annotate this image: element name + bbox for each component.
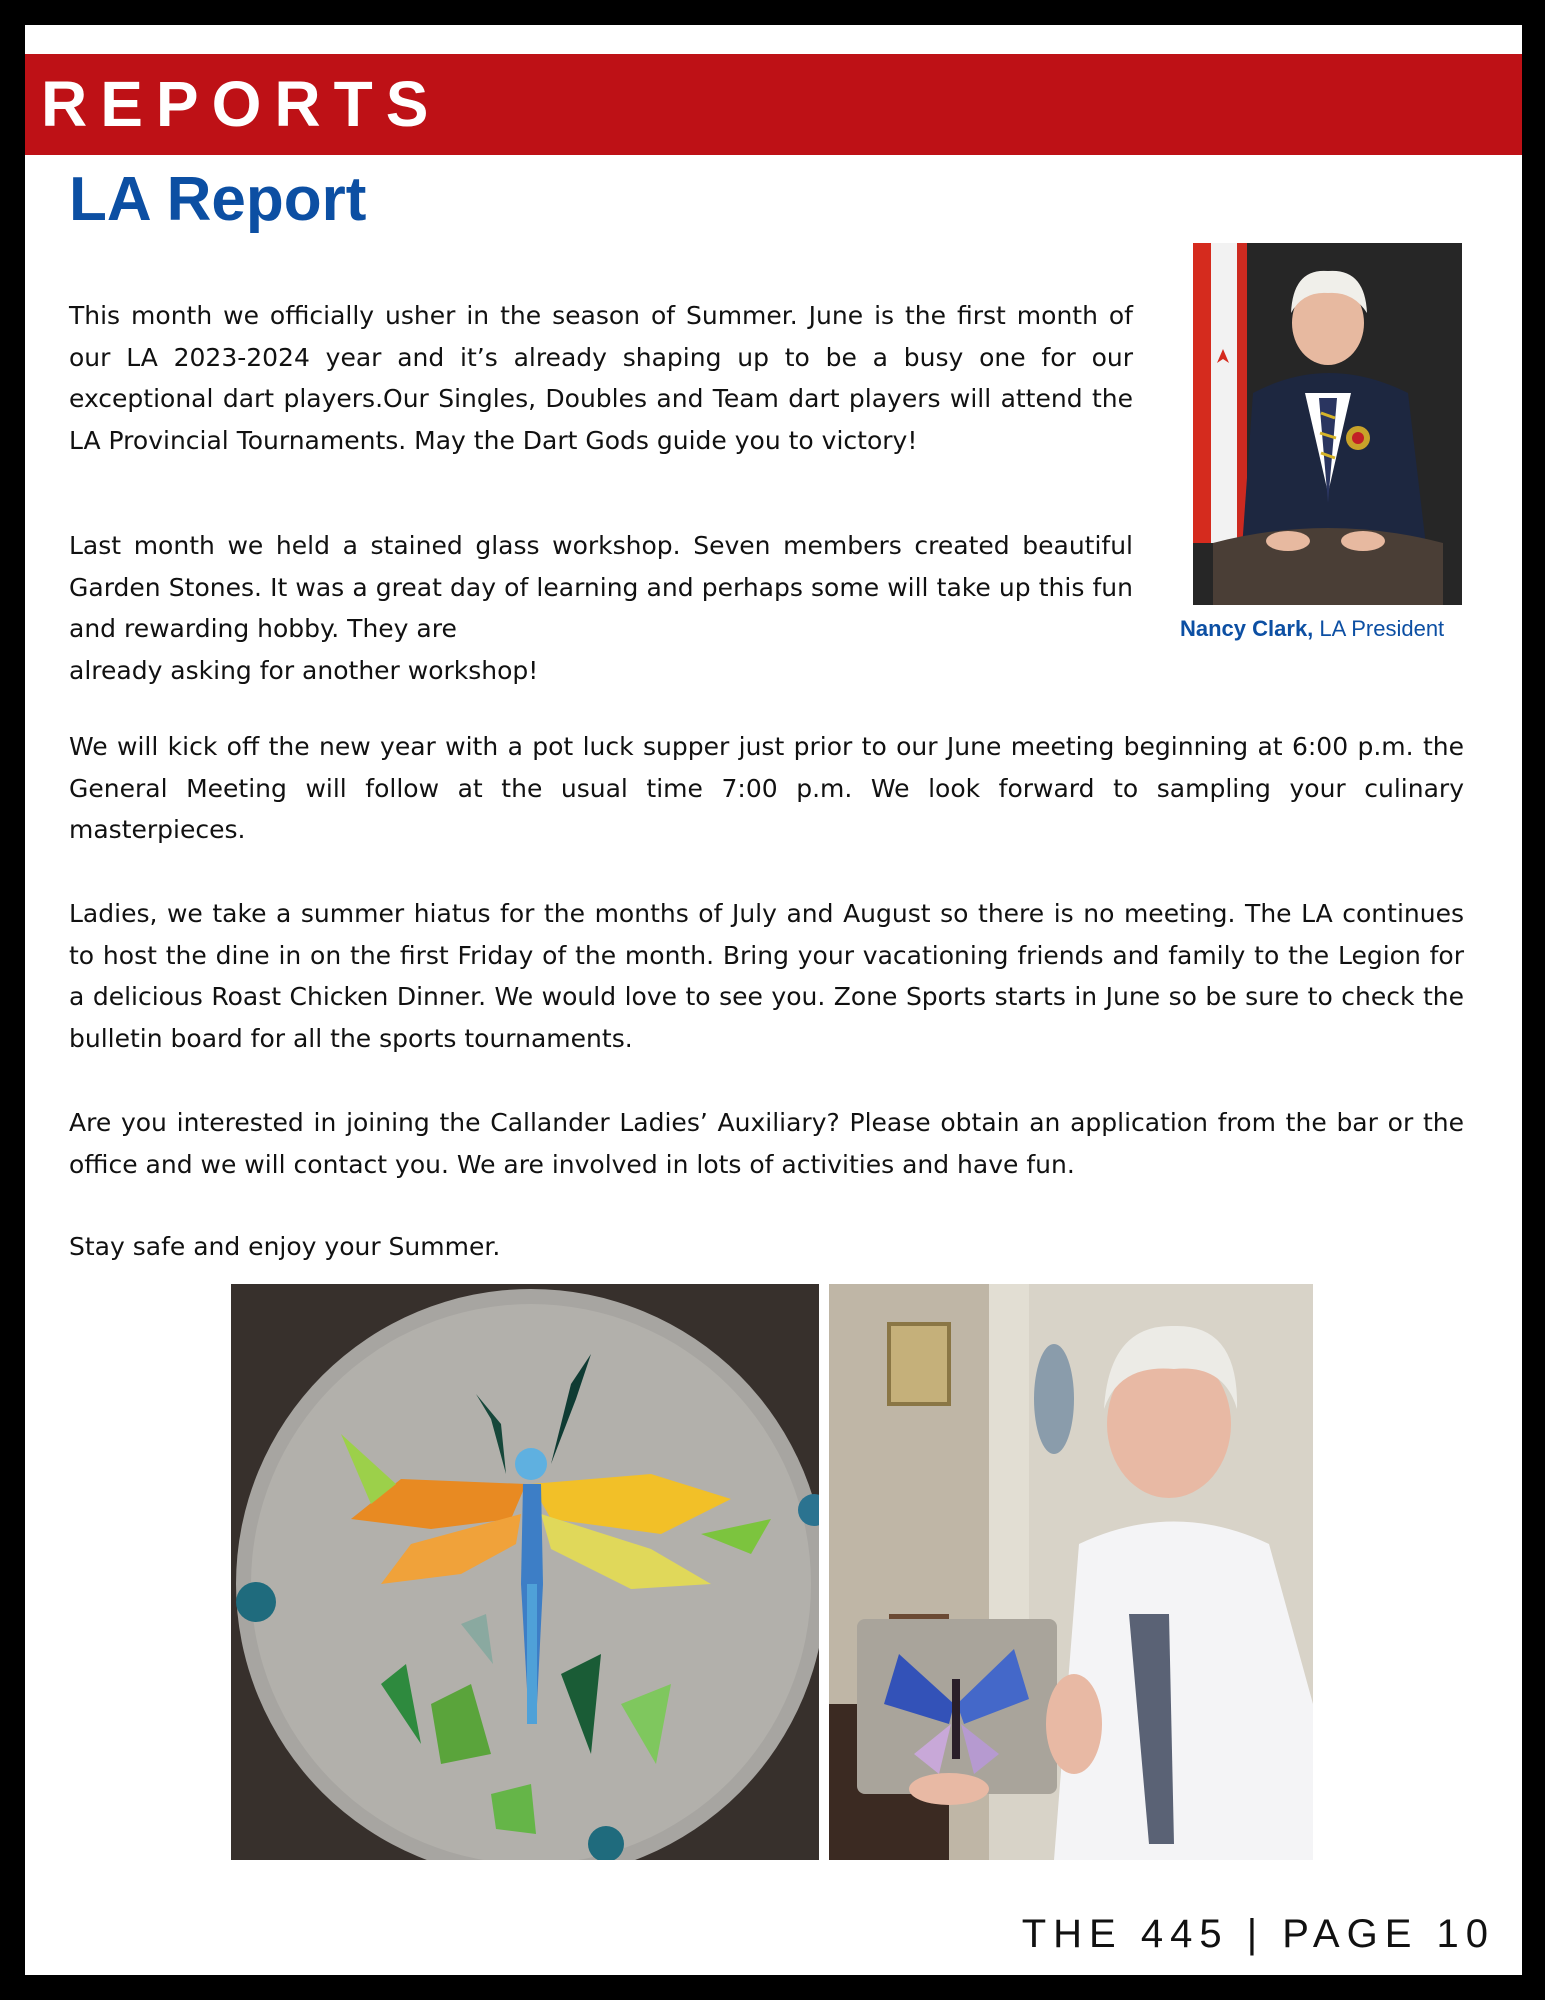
article-title: LA Report (69, 165, 367, 234)
portrait-caption (1180, 614, 1490, 644)
article-paragraph: Last month we held a stained glass workshop. Seven members created beautiful Garden Stones. It was a great day of learning and perhaps some will take up this fun and rewarding hobby. They are (69, 531, 1133, 644)
article-paragraph: Stay safe and enjoy your Summer. (69, 1232, 501, 1261)
page-footer: THE 445 | PAGE 10 (1021, 1912, 1495, 1956)
section-banner (25, 54, 1522, 155)
garden-stone-dragonfly-photo (231, 1284, 819, 1860)
article-paragraph: Ladies, we take a summer hiatus for the months of July and August so there is no meeting. The LA continues to host the dine in on the first Friday of the month. Bring your vacationing friends and family to the Legion for a delicious Roast Chicken Dinner. We would love to see you. Zone Sports starts in June so be sure to check the bulletin board for all the sports tournaments. (69, 899, 1464, 1054)
article-paragraph-group (69, 525, 1133, 692)
article-paragraph: This month we officially usher in the season of Summer. June is the first month of our LA 2023-2024 year and it’s already shaping up to be a busy one for our exceptional dart players.Our Singles, Doubles and Team dart players will attend the LA Provincial Tournaments. May the Dart Gods guide you to victory! (69, 301, 1133, 456)
article-paragraph: We will kick off the new year with a pot luck supper just prior to our June meeting beginning at 6:00 p.m. the General Meeting will follow at the usual time 7:00 p.m. We look forward to sampling your culinary masterpieces. (69, 732, 1464, 845)
portrait-caption-role: LA President (1319, 616, 1445, 641)
newsletter-page (25, 25, 1522, 1975)
member-with-butterfly-stone-photo (829, 1284, 1313, 1860)
portrait-caption-name: Nancy Clark, (1180, 616, 1314, 641)
section-banner-label: REPORTS (41, 68, 442, 140)
president-portrait-photo (1193, 243, 1462, 605)
article-paragraph: already asking for another workshop! (69, 656, 539, 686)
article-paragraph: Are you interested in joining the Callander Ladies’ Auxiliary? Please obtain an application from the bar or the office and we will contact you. We are involved in lots of activities and have fun. (69, 1108, 1464, 1179)
